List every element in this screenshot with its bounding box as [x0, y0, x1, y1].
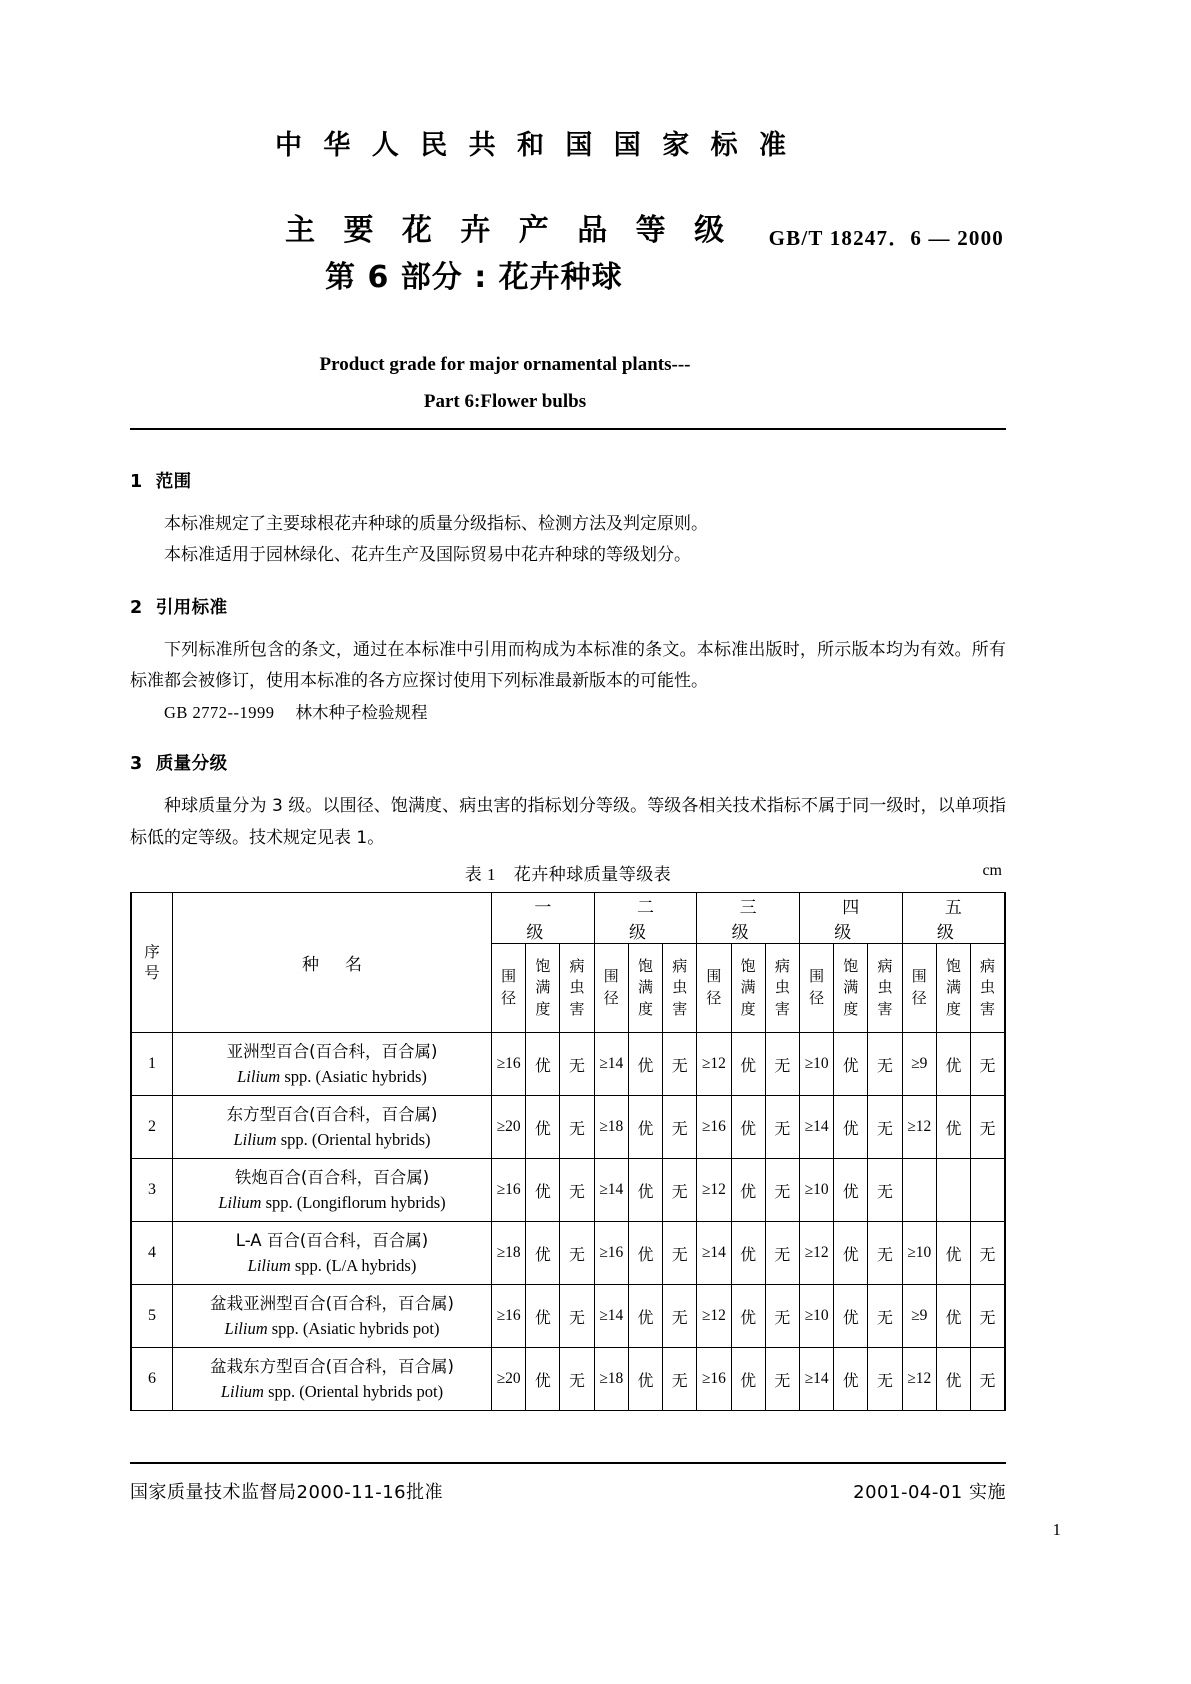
col-header-sequence	[131, 893, 173, 1033]
cell-grade-4-fullness: 优	[834, 1033, 868, 1096]
clause-heading-3	[130, 750, 1006, 775]
cell-grade-1-fullness: 优	[526, 1033, 560, 1096]
clause-heading-2	[130, 594, 1006, 619]
cell-grade-4-pest: 无	[868, 1285, 902, 1348]
cell-grade-5-circumference: ≥12	[902, 1096, 936, 1159]
genus-name: Lilium	[218, 1193, 262, 1213]
cell-grade-3-fullness: 优	[731, 1159, 765, 1222]
clause-number-3: 3	[130, 754, 143, 775]
col-header-g3-pest: 病 虫 害	[765, 944, 799, 1033]
cell-grade-4-pest: 无	[868, 1348, 902, 1411]
cell-grade-1-circumference: ≥20	[492, 1348, 526, 1411]
col-header-grade-2: 二 级	[594, 893, 697, 944]
page-footer	[130, 1478, 1006, 1504]
english-title-line2: Part 6:Flower bulbs	[423, 391, 587, 413]
genus-name: Lilium	[220, 1382, 264, 1402]
cell-grade-4-fullness: 优	[834, 1222, 868, 1285]
cell-grade-1-pest: 无	[560, 1033, 594, 1096]
genus-name: Lilium	[224, 1319, 268, 1339]
cell-grade-4-circumference: ≥14	[799, 1096, 833, 1159]
cell-grade-5-fullness: 优	[936, 1222, 970, 1285]
cell-grade-4-circumference: ≥10	[799, 1033, 833, 1096]
cell-grade-1-pest: 无	[560, 1285, 594, 1348]
cell-grade-3-circumference: ≥16	[697, 1348, 731, 1411]
cell-grade-5-circumference: ≥10	[902, 1222, 936, 1285]
species-name-latin	[173, 1253, 491, 1279]
row-sequence: 2	[131, 1096, 173, 1159]
clause-1-paragraph-2: 本标准适用于园林绿化、花卉生产及国际贸易中花卉种球的等级划分。	[164, 545, 691, 566]
clause-1-paragraph-1: 本标准规定了主要球根花卉种球的质量分级指标、检测方法及判定原则。	[164, 514, 708, 534]
table-row	[131, 1348, 1005, 1411]
reference-name: 林木种子检验规程	[295, 702, 428, 722]
cell-grade-2-pest: 无	[663, 1159, 697, 1222]
species-name-chinese: L-A 百合(百合科，百合属)	[235, 1230, 429, 1250]
cell-grade-5-pest: 无	[971, 1285, 1005, 1348]
col-header-g5-pest: 病 虫 害	[971, 944, 1005, 1033]
cell-grade-3-fullness: 优	[731, 1285, 765, 1348]
row-sequence: 6	[131, 1348, 173, 1411]
species-name-chinese: 铁炮百合(百合科，百合属)	[234, 1167, 430, 1187]
col-header-g1-fullness: 饱 满 度	[526, 944, 560, 1033]
row-species-name	[173, 1348, 492, 1411]
cell-grade-3-pest: 无	[765, 1159, 799, 1222]
cell-grade-2-fullness: 优	[628, 1285, 662, 1348]
english-title	[0, 346, 1010, 420]
table-header-row-grades	[131, 893, 1005, 944]
cell-grade-3-pest: 无	[765, 1222, 799, 1285]
cell-grade-2-circumference: ≥14	[594, 1285, 628, 1348]
cell-grade-1-fullness: 优	[526, 1222, 560, 1285]
cell-grade-2-pest: 无	[663, 1285, 697, 1348]
species-epithet: spp. (Oriental hybrids pot)	[263, 1382, 444, 1402]
cell-grade-2-fullness: 优	[628, 1222, 662, 1285]
col-header-g5-fullness: 饱 满 度	[936, 944, 970, 1033]
cell-grade-4-fullness: 优	[834, 1159, 868, 1222]
cell-grade-2-circumference: ≥14	[594, 1159, 628, 1222]
cell-grade-5-circumference: ≥9	[902, 1033, 936, 1096]
species-epithet: spp. (Oriental hybrids)	[276, 1130, 431, 1150]
cell-grade-4-fullness: 优	[834, 1285, 868, 1348]
cell-grade-1-fullness: 优	[526, 1159, 560, 1222]
table-header	[131, 893, 1005, 1033]
cell-grade-2-circumference: ≥16	[594, 1222, 628, 1285]
flower-bulb-grade-table	[130, 892, 1006, 1411]
species-name-latin	[173, 1379, 491, 1405]
clause-3-paragraph-1: 种球质量分为 3 级。以围径、饱满度、病虫害的指标划分等级。等级各相关技术指标不属于同一级时，以单项指标低的定等级。技术规定见表 1。	[130, 796, 1006, 848]
cell-grade-1-pest: 无	[560, 1348, 594, 1411]
cell-grade-2-pest: 无	[663, 1222, 697, 1285]
cell-grade-3-pest: 无	[765, 1285, 799, 1348]
cell-grade-1-circumference: ≥18	[492, 1222, 526, 1285]
cell-grade-5-pest	[971, 1159, 1005, 1222]
col-header-g2-pest: 病 虫 害	[663, 944, 697, 1033]
cell-grade-1-circumference: ≥20	[492, 1096, 526, 1159]
cell-grade-4-pest: 无	[868, 1159, 902, 1222]
species-name-chinese: 东方型百合(百合科，百合属)	[226, 1104, 438, 1124]
cell-grade-5-fullness: 优	[936, 1285, 970, 1348]
genus-name: Lilium	[247, 1256, 291, 1276]
cell-grade-3-circumference: ≥12	[697, 1159, 731, 1222]
cell-grade-5-pest: 无	[971, 1033, 1005, 1096]
cell-grade-5-fullness	[936, 1159, 970, 1222]
cell-grade-1-circumference: ≥16	[492, 1033, 526, 1096]
reference-code: GB 2772--1999	[164, 702, 275, 722]
clause-title-1: 范围	[155, 472, 192, 492]
footer-implementation: 2001-04-01 实施	[853, 1482, 1006, 1503]
table-row	[131, 1222, 1005, 1285]
col-header-grade-1: 一 级	[492, 893, 595, 944]
col-header-grade-5: 五 级	[902, 893, 1005, 944]
col-header-g2-circumference: 围 径	[594, 944, 628, 1033]
cell-grade-3-circumference: ≥12	[697, 1285, 731, 1348]
cell-grade-5-pest: 无	[971, 1348, 1005, 1411]
col-header-species-name: 种名	[173, 893, 492, 1033]
species-name-chinese: 亚洲型百合(百合科，百合属)	[226, 1041, 438, 1061]
cell-grade-4-fullness: 优	[834, 1348, 868, 1411]
cell-grade-5-fullness: 优	[936, 1348, 970, 1411]
col-header-g4-pest: 病 虫 害	[868, 944, 902, 1033]
row-sequence: 4	[131, 1222, 173, 1285]
col-header-g4-circumference: 围 径	[799, 944, 833, 1033]
col-header-g1-circumference: 围 径	[492, 944, 526, 1033]
cell-grade-2-pest: 无	[663, 1096, 697, 1159]
cell-grade-5-circumference: ≥12	[902, 1348, 936, 1411]
cell-grade-3-fullness: 优	[731, 1348, 765, 1411]
cell-grade-2-fullness: 优	[628, 1348, 662, 1411]
title-block	[130, 208, 1010, 312]
cell-grade-2-fullness: 优	[628, 1159, 662, 1222]
cell-grade-3-circumference: ≥16	[697, 1096, 731, 1159]
species-name-latin	[173, 1190, 491, 1216]
table-row	[131, 1159, 1005, 1222]
clause-heading-1	[130, 468, 1006, 493]
table-row	[131, 1033, 1005, 1096]
page-number: 1	[1052, 1520, 1061, 1539]
cell-grade-1-circumference: ≥16	[492, 1159, 526, 1222]
row-sequence: 3	[131, 1159, 173, 1222]
species-name-latin	[173, 1316, 491, 1342]
cell-grade-1-fullness: 优	[526, 1285, 560, 1348]
table-unit-label: cm	[982, 862, 1002, 880]
cell-grade-4-circumference: ≥12	[799, 1222, 833, 1285]
species-epithet: spp. (Asiatic hybrids pot)	[267, 1319, 440, 1339]
cell-grade-1-pest: 无	[560, 1096, 594, 1159]
cell-grade-3-pest: 无	[765, 1033, 799, 1096]
cell-grade-4-circumference: ≥10	[799, 1159, 833, 1222]
row-species-name	[173, 1159, 492, 1222]
col-header-g2-fullness: 饱 满 度	[628, 944, 662, 1033]
cell-grade-2-circumference: ≥18	[594, 1348, 628, 1411]
col-header-sequence-line2: 号	[144, 963, 160, 982]
header-divider	[130, 428, 1006, 430]
cell-grade-5-pest: 无	[971, 1222, 1005, 1285]
english-title-line1: Product grade for major ornamental plants---	[319, 354, 691, 376]
species-name-chinese: 盆栽东方型百合(百合科，百合属)	[210, 1356, 454, 1376]
footer-divider	[130, 1462, 1006, 1464]
page-title-line1: 主 要 花 卉 产 品 等 级	[285, 213, 734, 249]
species-name-chinese: 盆栽亚洲型百合(百合科，百合属)	[210, 1293, 454, 1313]
table-body	[131, 1033, 1005, 1411]
col-header-g3-circumference: 围 径	[697, 944, 731, 1033]
clause-number-2: 2	[130, 597, 143, 618]
cell-grade-4-circumference: ≥14	[799, 1348, 833, 1411]
row-species-name	[173, 1222, 492, 1285]
standard-number: GB/T 18247．6 — 2000	[768, 226, 1004, 251]
cell-grade-4-pest: 无	[868, 1096, 902, 1159]
col-header-grade-4: 四 级	[799, 893, 902, 944]
cell-grade-5-circumference: ≥9	[902, 1285, 936, 1348]
species-epithet: spp. (Asiatic hybrids)	[280, 1067, 427, 1087]
page-title-line2: 第 6 部分 : 花卉种球	[325, 259, 623, 295]
cell-grade-4-circumference: ≥10	[799, 1285, 833, 1348]
row-species-name	[173, 1096, 492, 1159]
cell-grade-2-fullness: 优	[628, 1033, 662, 1096]
row-sequence: 5	[131, 1285, 173, 1348]
row-species-name	[173, 1033, 492, 1096]
cell-grade-3-circumference: ≥12	[697, 1033, 731, 1096]
table-row	[131, 1096, 1005, 1159]
cell-grade-5-fullness: 优	[936, 1033, 970, 1096]
clause-number-1: 1	[130, 472, 143, 492]
table-caption-text: 花卉种球质量等级表	[513, 865, 672, 886]
clause-2-paragraph-1: 下列标准所包含的条文，通过在本标准中引用而构成为本标准的条文。本标准出版时，所示版本均为有效。所有标准都会被修订，使用本标准的各方应探讨使用下列标准最新版本的可能性。	[130, 639, 1006, 692]
cell-grade-3-pest: 无	[765, 1096, 799, 1159]
cell-grade-2-circumference: ≥18	[594, 1096, 628, 1159]
col-header-g1-pest: 病 虫 害	[560, 944, 594, 1033]
cell-grade-1-pest: 无	[560, 1159, 594, 1222]
col-header-grade-3: 三 级	[697, 893, 800, 944]
cell-grade-4-pest: 无	[868, 1222, 902, 1285]
cell-grade-1-circumference: ≥16	[492, 1285, 526, 1348]
document-body	[130, 468, 1006, 1411]
cell-grade-1-pest: 无	[560, 1222, 594, 1285]
cell-grade-1-fullness: 优	[526, 1096, 560, 1159]
cell-grade-3-fullness: 优	[731, 1033, 765, 1096]
cell-grade-5-fullness: 优	[936, 1096, 970, 1159]
cell-grade-2-pest: 无	[663, 1348, 697, 1411]
masthead	[130, 130, 1010, 420]
species-name-latin	[173, 1127, 491, 1153]
cell-grade-3-pest: 无	[765, 1348, 799, 1411]
genus-name: Lilium	[237, 1067, 281, 1087]
table-row	[131, 1285, 1005, 1348]
normative-reference	[130, 698, 1006, 729]
cell-grade-4-fullness: 优	[834, 1096, 868, 1159]
clause-title-3: 质量分级	[155, 754, 228, 775]
cell-grade-2-circumference: ≥14	[594, 1033, 628, 1096]
species-epithet: spp. (Longiflorum hybrids)	[261, 1193, 446, 1213]
footer-approval: 国家质量技术监督局2000-11-16批准	[130, 1482, 444, 1503]
genus-name: Lilium	[233, 1130, 277, 1150]
col-header-g3-fullness: 饱 满 度	[731, 944, 765, 1033]
row-species-name	[173, 1285, 492, 1348]
col-header-sequence-line1: 序	[144, 942, 160, 961]
row-sequence: 1	[131, 1033, 173, 1096]
national-standard-label: 中 华 人 民 共 和 国 国 家 标 准	[275, 130, 792, 161]
col-header-g4-fullness: 饱 满 度	[834, 944, 868, 1033]
clause-title-2: 引用标准	[155, 597, 228, 618]
cell-grade-3-circumference: ≥14	[697, 1222, 731, 1285]
cell-grade-2-fullness: 优	[628, 1096, 662, 1159]
cell-grade-3-fullness: 优	[731, 1222, 765, 1285]
cell-grade-4-pest: 无	[868, 1033, 902, 1096]
cell-grade-5-circumference	[902, 1159, 936, 1222]
table-caption-label: 表 1	[464, 865, 497, 885]
table-caption	[130, 860, 1006, 885]
species-name-latin	[173, 1064, 491, 1090]
table-caption-row	[130, 860, 1006, 890]
cell-grade-1-fullness: 优	[526, 1348, 560, 1411]
cell-grade-2-pest: 无	[663, 1033, 697, 1096]
col-header-g5-circumference: 围 径	[902, 944, 936, 1033]
cell-grade-5-pest: 无	[971, 1096, 1005, 1159]
cell-grade-3-fullness: 优	[731, 1096, 765, 1159]
species-epithet: spp. (L/A hybrids)	[290, 1256, 417, 1276]
